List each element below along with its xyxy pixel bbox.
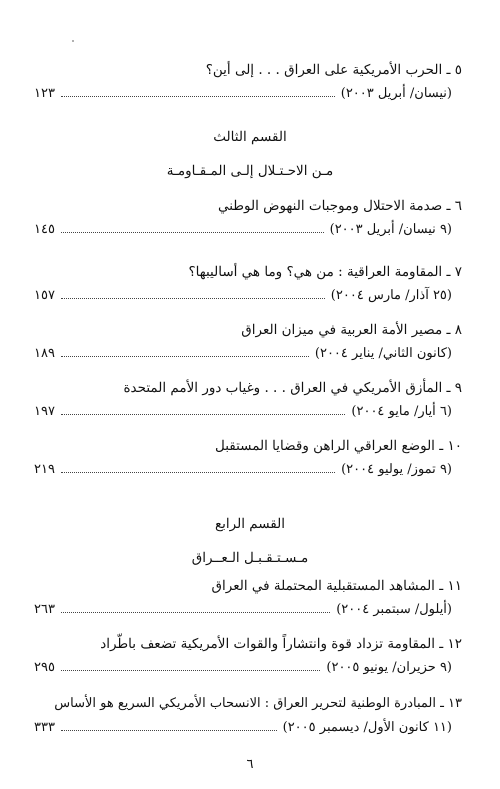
entry-line — [34, 344, 462, 364]
entry-line — [34, 402, 462, 422]
entry-page-number: ١٨٩ — [34, 346, 55, 361]
entry-title: ٦ ـ صدمة الاحتلال وموجبات النهوض الوطني — [217, 198, 462, 214]
section-label: القسم الثالث — [213, 129, 287, 145]
entry-line — [34, 220, 462, 240]
entry-page-number: ١٤٥ — [34, 222, 55, 237]
entry-line — [34, 600, 462, 620]
toc-entry — [34, 60, 462, 104]
section-heading — [0, 514, 500, 568]
entry-line — [34, 84, 462, 104]
entry-date: (أيلول/ سبتمبر ٢٠٠٤) — [336, 602, 452, 617]
entry-line — [34, 718, 462, 738]
entry-line — [34, 286, 462, 306]
entry-title: ٧ ـ المقاومة العراقية : من هي؟ وما هي أساليبها؟ — [188, 264, 462, 280]
leader-dots — [61, 297, 325, 299]
leader-dots — [61, 669, 320, 671]
leader-dots — [61, 471, 335, 473]
entry-page-number: ١٥٧ — [34, 288, 55, 303]
entry-title: ١٣ ـ المبادرة الوطنية لتحرير العراق : الانسحاب الأمريكي السريع هو الأساس — [54, 696, 462, 711]
section-heading — [0, 127, 500, 181]
entry-title: ١٠ ـ الوضع العراقي الراهن وقضايا المستقبل — [214, 438, 462, 454]
entry-date: (نيسان/ أبريل ٢٠٠٣) — [340, 86, 452, 101]
leader-dots — [61, 231, 324, 233]
entry-page-number: ١٩٧ — [34, 404, 55, 419]
entry-date: (كانون الثاني/ يناير ٢٠٠٤) — [314, 346, 452, 361]
entry-page-number: ٢١٩ — [34, 462, 55, 477]
entry-page-number: ٢٩٥ — [34, 660, 55, 675]
entry-page-number: ٢٦٣ — [34, 602, 55, 617]
entry-title: ٩ ـ المأزق الأمريكي في العراق . . . وغياب دور الأمم المتحدة — [123, 380, 462, 396]
toc-entry — [34, 196, 462, 240]
entry-line — [34, 460, 462, 480]
leader-dots — [61, 611, 330, 613]
toc-entry — [34, 320, 462, 364]
entry-date: (٢٥ آذار/ مارس ٢٠٠٤) — [330, 288, 452, 303]
entry-date: (٦ أيار/ مايو ٢٠٠٤) — [351, 404, 452, 419]
entry-date: (٩ تموز/ يوليو ٢٠٠٤) — [341, 462, 452, 477]
entry-title: ١١ ـ المشاهد المستقبلية المحتملة في العراق — [211, 578, 462, 594]
entry-date: (٩ نيسان/ أبريل ٢٠٠٣) — [329, 222, 452, 237]
page-number: ٦ — [246, 757, 254, 772]
section-subtitle: مـن الاحـتـلال إلـى المـقـاومـة — [166, 163, 334, 179]
toc-entry — [34, 694, 462, 738]
entry-title: ٥ ـ الحرب الأمريكية على العراق . . . إلى أين؟ — [205, 62, 462, 78]
entry-page-number: ١٢٣ — [34, 86, 55, 101]
leader-dots — [61, 95, 335, 97]
entry-title: ١٢ ـ المقاومة تزداد قوة وانتشاراً والقوات الأمريكية تضعف باطّراد — [100, 636, 462, 652]
leader-dots — [61, 729, 277, 731]
entry-date: (٩ حزيران/ يونيو ٢٠٠٥) — [326, 660, 452, 675]
scan-speck — [72, 40, 74, 42]
toc-entry — [34, 576, 462, 620]
section-label: القسم الرابع — [214, 516, 286, 532]
toc-entry — [34, 634, 462, 678]
entry-date: (١١ كانون الأول/ ديسمبر ٢٠٠٥) — [282, 720, 452, 735]
section-subtitle: مـسـتـقـبـل الـعــراق — [191, 550, 309, 566]
toc-entry — [34, 436, 462, 480]
entry-title: ٨ ـ مصير الأمة العربية في ميزان العراق — [241, 322, 462, 338]
toc-entry — [34, 378, 462, 422]
leader-dots — [61, 413, 345, 415]
toc-entry — [34, 262, 462, 306]
leader-dots — [61, 355, 309, 357]
entry-line — [34, 658, 462, 678]
entry-page-number: ٣٣٣ — [34, 720, 55, 735]
